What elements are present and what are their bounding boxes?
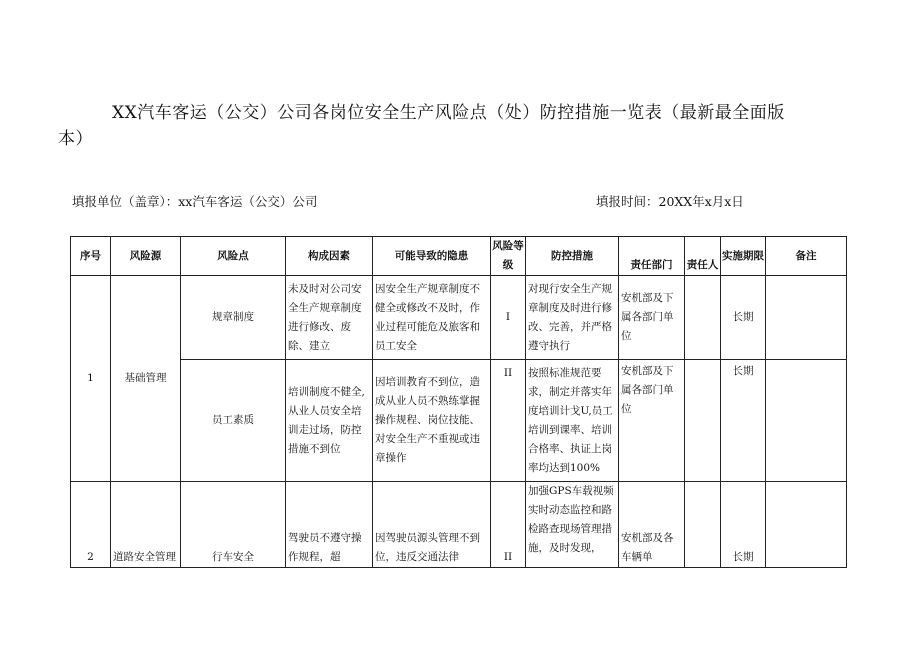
- table-row: [71, 276, 847, 360]
- header-remarks: 备注: [766, 237, 847, 276]
- row-remarks: [766, 360, 847, 482]
- row-remarks: [766, 482, 847, 568]
- row-remarks: [766, 276, 847, 360]
- row-measures: 加强GPS车载视频实时动态监控和路检路查现场管理措施，及时发现，: [526, 482, 619, 568]
- row-measures: 按照标准规范要求，制定并落实年度培训计戈U,员工培训到课率、培训合格率、执证上岗率均达到100%: [526, 360, 619, 482]
- page-title: XX汽车客运（公交）公司各岗位安全生产风险点（处）防控措施一览表（最新最全面版本）: [58, 103, 785, 149]
- row-factors: 未及时对公司安全生产规章制度进行修改、废除、建立: [286, 276, 373, 360]
- row-source: 基础管理: [111, 276, 181, 482]
- row-dept: 安机部及下属各部门单位: [619, 276, 685, 360]
- row-hazards: 因培训教育不到位，造成从业人员不熟练掌握操作规程、岗位技能、对安全生产不重视或违章操作: [373, 360, 491, 482]
- table-row: [71, 482, 847, 568]
- row-level: I: [491, 276, 526, 360]
- row-measures: 对现行安全生产规章制度及时进行修改、完善，并严格遵守执行: [526, 276, 619, 360]
- row-seq: 1: [71, 276, 111, 482]
- row-hazards: 因驾驶员源头管理不到位，违反交通法律: [373, 482, 491, 568]
- header-deadline: 实施期限: [721, 237, 766, 276]
- risk-table: [70, 236, 847, 568]
- row-person: [685, 276, 721, 360]
- header-source: 风险源: [111, 237, 181, 276]
- row-person: [685, 482, 721, 568]
- row-deadline: 长期: [721, 276, 766, 360]
- header-point: 风险点: [181, 237, 286, 276]
- header-level: 风险等级: [491, 237, 526, 276]
- row-deadline: 长期: [721, 360, 766, 482]
- header-seq: 序号: [71, 237, 111, 276]
- row-dept: 安机部及下属各部门单位: [619, 360, 685, 482]
- row-factors: 培训制度不健全,从业人员安全培训走过场，防控措施不到位: [286, 360, 373, 482]
- header-hazards: 可能导致的隐患: [373, 237, 491, 276]
- row-factors: 驾驶员不遵守操作规程，超: [286, 482, 373, 568]
- header-person: 责任人: [685, 237, 721, 276]
- table-row: [71, 360, 847, 482]
- table-header-row: [71, 237, 847, 276]
- row-person: [685, 360, 721, 482]
- header-measures: 防控措施: [526, 237, 619, 276]
- row-point: 行车安全: [181, 482, 286, 568]
- row-dept: 安机部及各车辆单: [619, 482, 685, 568]
- row-hazards: 因安全生产规章制度不健全或修改不及时，作业过程可能危及旅客和员工安全: [373, 276, 491, 360]
- header-dept: 责任部门: [619, 237, 685, 276]
- row-point: 员工素质: [181, 360, 286, 482]
- row-seq: 2: [71, 482, 111, 568]
- header-factors: 构成因素: [286, 237, 373, 276]
- row-source: 道路安全管理: [111, 482, 181, 568]
- row-deadline: 长期: [721, 482, 766, 568]
- row-level: II: [491, 482, 526, 568]
- fill-time: 填报时间：20XX年x月x日: [596, 194, 744, 209]
- row-point: 规章制度: [181, 276, 286, 360]
- row-level: II: [491, 360, 526, 482]
- fill-unit: 填报单位（盖章）：xx汽车客运（公交）公司: [72, 194, 318, 209]
